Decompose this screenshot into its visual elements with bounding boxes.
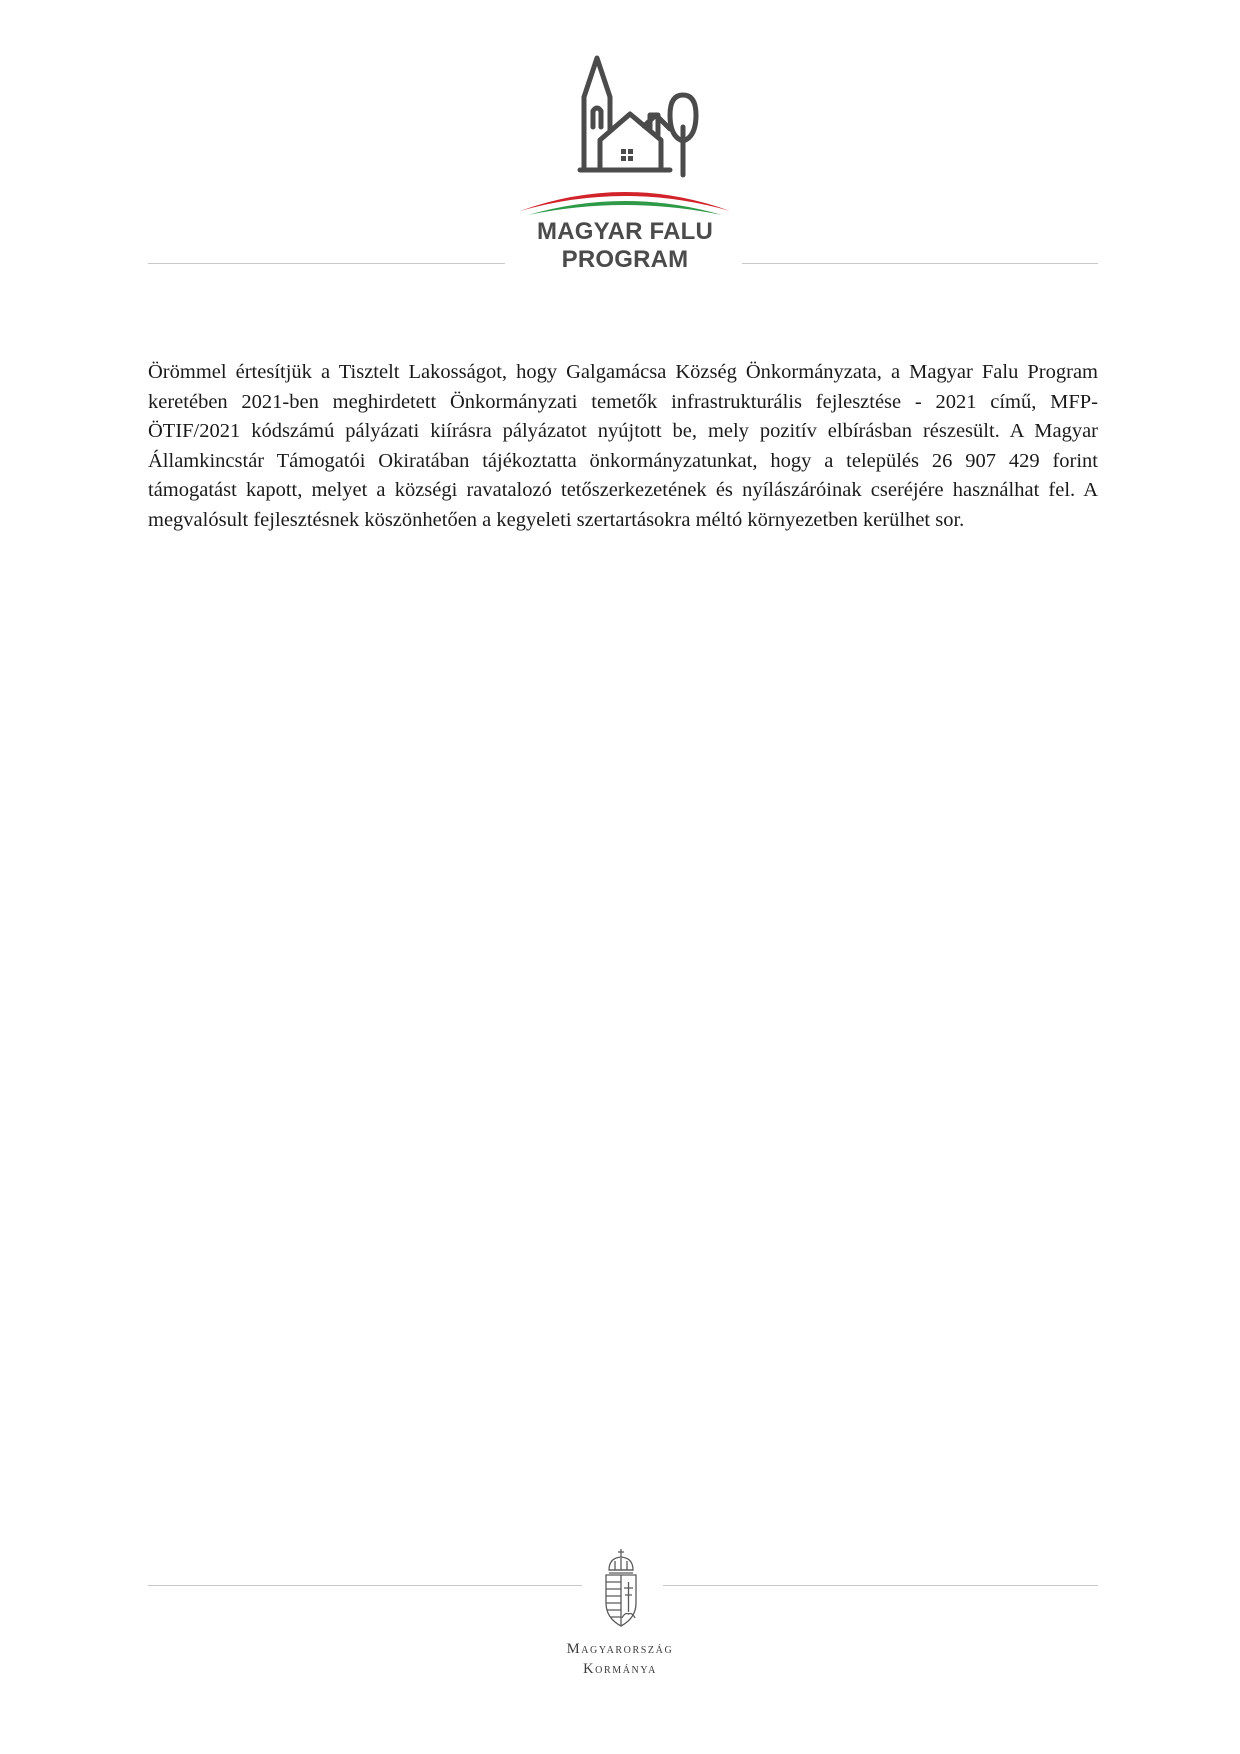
logo-line-1: MAGYAR FALU: [537, 218, 713, 245]
footer-divider-left: [148, 1585, 582, 1586]
logo-wordmark: [520, 218, 730, 274]
footer-government-label: [520, 1639, 720, 1679]
village-church-house-tree-icon: [520, 55, 730, 215]
announcement-paragraph: Örömmel értesítjük a Tisztelt Lakosságot, hogy Galgamácsa Község Önkormányzata, a Magyar Falu Program keretében 2021-ben meghirdetett Önkormányzati temetők infrastrukturális fejlesztése - 2021 című, MFP-ÖTIF/2021 kódszámú pályázati kiírásra pályázatot nyújtott be, mely pozitív elbírásban részesült. A Magyar Államkincstár Támogatói Okiratában tájékoztatta önkormányzatunkat, hogy a település 26 907 429 forint támogatást kapott, melyet a községi ravatalozó tetőszerkezetének és nyílászáróinak cseréjére használhat fel. A megvalósult fejlesztésnek köszönhetően a kegyeleti szertartásokra méltó környezetben kerülhet sor.: [148, 361, 1098, 531]
hungarian-coat-of-arms-icon: [601, 1548, 641, 1630]
magyar-falu-program-logo: [520, 55, 730, 285]
footer-line-2: Kormánya: [583, 1661, 657, 1677]
footer-divider-right: [663, 1585, 1098, 1586]
logo-line-2: PROGRAM: [561, 246, 689, 273]
header-divider-right: [742, 263, 1098, 264]
header-divider-left: [148, 263, 505, 264]
footer-line-1: Magyarország: [566, 1641, 674, 1657]
